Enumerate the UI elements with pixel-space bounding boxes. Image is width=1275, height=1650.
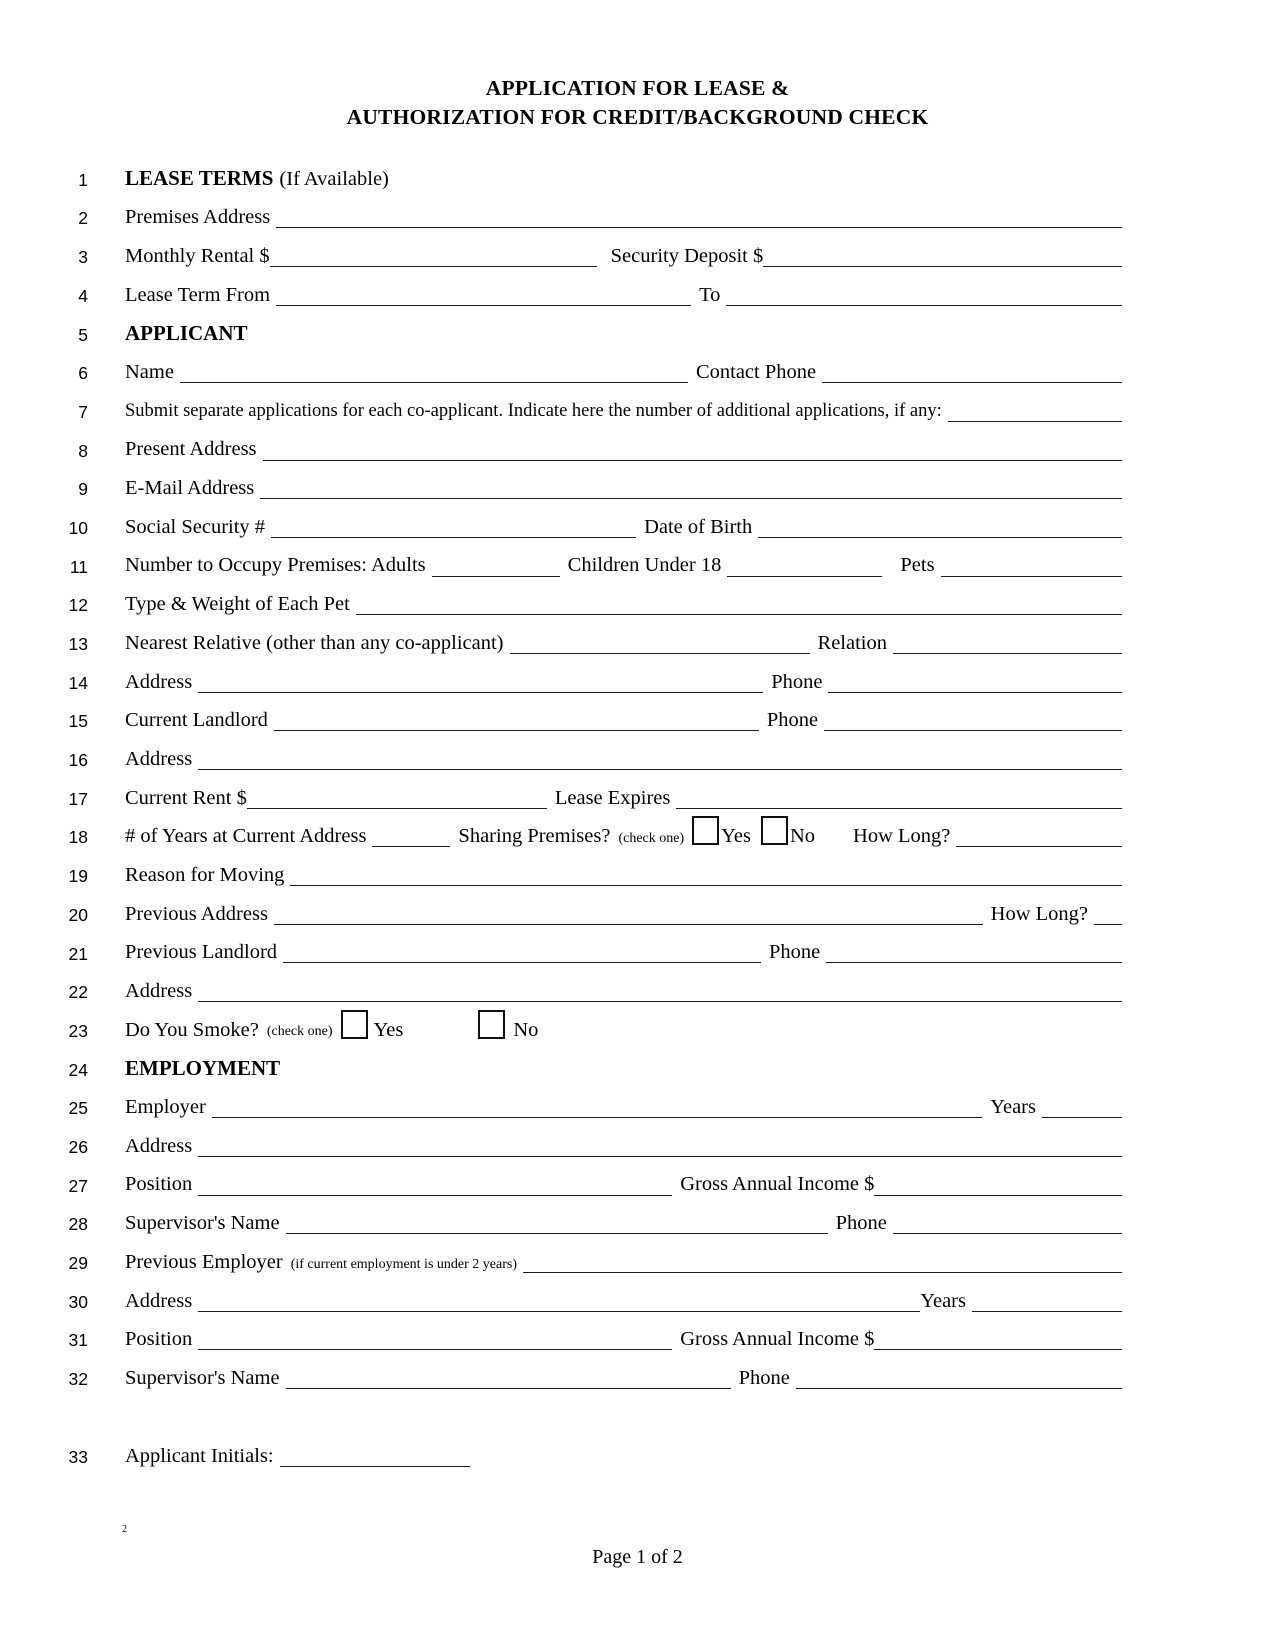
- field-label: Phone: [835, 1212, 887, 1235]
- employer-blank[interactable]: [212, 1093, 982, 1118]
- section-heading: LEASE TERMS: [125, 166, 274, 191]
- field-label: Monthly Rental $: [125, 244, 270, 267]
- line-content: [125, 322, 1122, 345]
- field-label: Years: [920, 1289, 966, 1312]
- field-label: (check one): [266, 1024, 333, 1040]
- line-number: 32: [68, 1369, 88, 1390]
- field-label: Number to Occupy Premises: Adults: [125, 554, 426, 577]
- nearest-relative-blank[interactable]: [510, 629, 810, 654]
- form-line-18: [0, 809, 1275, 848]
- field-label: Address: [125, 980, 193, 1002]
- smoke-yes-checkbox[interactable]: [341, 1010, 368, 1039]
- line-content: [125, 552, 1122, 577]
- line-number: 8: [78, 440, 88, 461]
- field-label: Phone: [771, 670, 823, 693]
- line-content: [125, 1325, 1122, 1350]
- line-number: 17: [68, 788, 88, 809]
- field-label: Contact Phone: [695, 361, 817, 383]
- line-number: 18: [68, 827, 88, 848]
- line-content: [125, 590, 1122, 615]
- field-label: How Long?: [853, 825, 951, 848]
- previous-how-long-blank[interactable]: [1094, 900, 1122, 925]
- field-label: Address: [125, 670, 193, 693]
- previous-address-blank[interactable]: [274, 900, 983, 925]
- field-label: Relation: [817, 631, 887, 654]
- previous-landlord-phone-blank[interactable]: [826, 938, 1122, 963]
- lease-expires-blank[interactable]: [676, 784, 1122, 809]
- previous-employer-years-blank[interactable]: [972, 1287, 1122, 1312]
- form-line-10: [0, 499, 1275, 538]
- field-label: Employer: [125, 1096, 206, 1119]
- form-line-20: [0, 886, 1275, 925]
- applicant-initials-blank[interactable]: [280, 1442, 470, 1467]
- form-line-2: [0, 190, 1275, 229]
- field-label: How Long?: [990, 902, 1088, 925]
- form-line-27: [0, 1157, 1275, 1196]
- section-heading: APPLICANT: [125, 320, 248, 345]
- current-landlord-phone-blank[interactable]: [824, 706, 1122, 731]
- form-line-14: [0, 654, 1275, 693]
- line-content: [125, 784, 1122, 809]
- field-label: No: [513, 1018, 539, 1041]
- line-content: [125, 1057, 1122, 1080]
- previous-employer-blank[interactable]: [523, 1248, 1122, 1273]
- previous-landlord-address-blank[interactable]: [198, 977, 1122, 1002]
- line-number: 29: [68, 1253, 88, 1274]
- occupants-adults-blank[interactable]: [432, 552, 560, 577]
- form-line-1: [0, 151, 1275, 190]
- field-label: Present Address: [125, 438, 257, 461]
- line-number: 15: [68, 711, 88, 732]
- reason-for-moving-blank[interactable]: [290, 861, 1122, 886]
- field-label: Phone: [769, 941, 821, 964]
- line-content: [125, 629, 1122, 654]
- sharing-premises-yes-checkbox[interactable]: [692, 816, 719, 845]
- line-content: [125, 900, 1122, 925]
- line-number: 28: [68, 1214, 88, 1235]
- contact-phone-blank[interactable]: [822, 358, 1122, 383]
- line-number: 33: [68, 1446, 88, 1467]
- document-title: [0, 74, 1275, 131]
- field-label: Position: [125, 1173, 193, 1196]
- form-line-32: [0, 1350, 1275, 1389]
- field-label: Years: [990, 1096, 1036, 1119]
- field-label: Date of Birth: [644, 515, 753, 538]
- position-blank[interactable]: [198, 1171, 672, 1196]
- field-label: Do You Smoke?: [125, 1018, 259, 1041]
- line-number: 22: [68, 982, 88, 1003]
- line-number: 27: [68, 1175, 88, 1196]
- form-line-24: [0, 1041, 1275, 1080]
- line-number: 21: [68, 943, 88, 964]
- form-line-4: [0, 267, 1275, 306]
- field-label: Supervisor's Name: [125, 1212, 280, 1235]
- form-line-5: [0, 306, 1275, 345]
- field-label: Lease Term From: [125, 283, 271, 306]
- previous-landlord-blank[interactable]: [283, 938, 761, 963]
- relative-address-blank[interactable]: [198, 668, 763, 693]
- email-address-blank[interactable]: [260, 474, 1122, 499]
- occupants-children-blank[interactable]: [727, 552, 882, 577]
- field-label: Premises Address: [125, 206, 271, 229]
- line-number: 11: [69, 556, 88, 577]
- current-landlord-address-blank[interactable]: [198, 745, 1122, 770]
- field-label: Gross Annual Income $: [680, 1173, 875, 1196]
- form-line-6: [0, 344, 1275, 383]
- line-number: 16: [68, 750, 88, 771]
- line-content: [125, 1287, 1122, 1312]
- field-label: Current Landlord: [125, 709, 268, 732]
- monthly-rental-blank[interactable]: [270, 242, 597, 267]
- line-content: [125, 436, 1122, 461]
- premises-address-blank[interactable]: [276, 203, 1122, 228]
- previous-position-blank[interactable]: [198, 1325, 672, 1350]
- field-label: Current Rent $: [125, 786, 247, 809]
- form-line-3: [0, 228, 1275, 267]
- line-content: [125, 816, 1122, 847]
- field-label: (if current employment is under 2 years): [290, 1256, 517, 1272]
- line-content: [125, 242, 1122, 267]
- line-number: 3: [78, 247, 88, 268]
- field-label: Submit separate applications for each co-applicant. Indicate here the number of additional applications, if any:: [125, 400, 942, 421]
- field-label: Pets: [900, 554, 935, 577]
- field-label: Previous Landlord: [125, 941, 278, 964]
- form-body: [0, 151, 1275, 1467]
- line-number: 12: [68, 595, 88, 616]
- field-label: Lease Expires: [554, 786, 671, 809]
- date-of-birth-blank[interactable]: [758, 513, 1122, 538]
- employer-address-blank[interactable]: [198, 1132, 1122, 1157]
- field-label: Previous Employer: [125, 1250, 283, 1273]
- line-number: 31: [68, 1330, 88, 1351]
- field-label: No: [789, 825, 816, 848]
- line-content: [125, 745, 1122, 770]
- line-number: 1: [78, 169, 88, 190]
- relative-phone-blank[interactable]: [828, 668, 1122, 693]
- field-label: Phone: [766, 709, 819, 732]
- previous-supervisor-name-blank[interactable]: [286, 1364, 731, 1389]
- form-line-33: [0, 1428, 1275, 1467]
- sharing-how-long-blank[interactable]: [956, 822, 1122, 847]
- field-label: Nearest Relative (other than any co-applicant): [125, 631, 504, 654]
- document-title-line1: APPLICATION FOR LEASE &: [485, 76, 790, 100]
- form-line-9: [0, 461, 1275, 500]
- line-number: 4: [78, 285, 88, 306]
- line-content: [125, 1442, 1122, 1467]
- form-line-30: [0, 1273, 1275, 1312]
- line-number: 7: [78, 401, 88, 422]
- form-line-7: [0, 383, 1275, 422]
- form-line-31: [0, 1312, 1275, 1351]
- current-rent-blank[interactable]: [247, 784, 547, 809]
- form-line-25: [0, 1080, 1275, 1119]
- form-line-28: [0, 1196, 1275, 1235]
- line-content: [125, 706, 1122, 731]
- page-number: Page 1 of 2: [592, 1546, 683, 1568]
- line-content: [125, 938, 1122, 963]
- line-content: [125, 668, 1122, 693]
- line-number: 26: [68, 1136, 88, 1157]
- line-number: 20: [68, 904, 88, 925]
- additional-applications-blank[interactable]: [948, 397, 1122, 422]
- line-content: [125, 474, 1122, 499]
- supervisor-phone-blank[interactable]: [893, 1209, 1122, 1234]
- field-label: (check one): [618, 830, 685, 846]
- form-line-21: [0, 925, 1275, 964]
- line-number: 9: [78, 479, 88, 500]
- security-deposit-blank[interactable]: [763, 242, 1122, 267]
- form-line-8: [0, 422, 1275, 461]
- previous-supervisor-phone-blank[interactable]: [796, 1364, 1122, 1389]
- line-content: [125, 513, 1122, 538]
- line-number: 30: [68, 1291, 88, 1312]
- line-number: 19: [68, 866, 88, 887]
- section-heading: EMPLOYMENT: [125, 1055, 281, 1080]
- previous-gross-annual-income-blank[interactable]: [874, 1325, 1122, 1350]
- line-number: 10: [68, 517, 88, 538]
- line-content: [125, 167, 1122, 190]
- form-line-12: [0, 577, 1275, 616]
- applicant-name-blank[interactable]: [180, 358, 688, 383]
- line-number: 13: [68, 634, 88, 655]
- employer-years-blank[interactable]: [1042, 1093, 1122, 1118]
- previous-employer-address-blank[interactable]: [198, 1287, 920, 1312]
- line-content: [125, 203, 1122, 228]
- line-number: 2: [78, 208, 88, 229]
- line-content: [125, 1093, 1122, 1118]
- field-label: Type & Weight of Each Pet: [125, 593, 350, 616]
- field-label: Name: [125, 361, 174, 383]
- form-line-22: [0, 963, 1275, 1002]
- form-line-17: [0, 770, 1275, 809]
- field-label: Supervisor's Name: [125, 1366, 280, 1389]
- line-number: 25: [68, 1098, 88, 1119]
- line-content: [125, 861, 1122, 886]
- relation-blank[interactable]: [893, 629, 1122, 654]
- field-label: Phone: [738, 1366, 790, 1389]
- field-label: Social Security #: [125, 515, 266, 538]
- field-label: Position: [125, 1328, 193, 1351]
- form-line-23: [0, 1002, 1275, 1041]
- field-label: Address: [125, 1289, 193, 1312]
- line-content: [125, 281, 1122, 306]
- occupants-pets-blank[interactable]: [941, 552, 1122, 577]
- field-label: Applicant Initials:: [125, 1444, 274, 1467]
- supervisor-name-blank[interactable]: [286, 1209, 828, 1234]
- present-address-blank[interactable]: [263, 436, 1122, 461]
- line-content: [125, 1171, 1122, 1196]
- field-label: Previous Address: [125, 902, 268, 925]
- line-content: [125, 1010, 1122, 1041]
- line-content: [125, 1132, 1122, 1157]
- line-number: 24: [68, 1059, 88, 1080]
- field-label: To: [699, 283, 721, 306]
- form-line-19: [0, 847, 1275, 886]
- lease-term-to-blank[interactable]: [726, 281, 1122, 306]
- smoke-no-checkbox[interactable]: [478, 1010, 505, 1039]
- line-number: 5: [78, 324, 88, 345]
- field-label: E-Mail Address: [125, 477, 255, 500]
- field-label: Sharing Premises?: [458, 825, 611, 848]
- form-line-29: [0, 1234, 1275, 1273]
- field-label: Address: [125, 1134, 193, 1157]
- form-line-26: [0, 1118, 1275, 1157]
- field-label: Children Under 18: [567, 554, 722, 577]
- line-content: [125, 1364, 1122, 1389]
- pet-type-weight-blank[interactable]: [356, 590, 1122, 615]
- lease-term-from-blank[interactable]: [276, 281, 691, 306]
- field-label: Gross Annual Income $: [680, 1328, 875, 1351]
- line-content: [125, 977, 1122, 1002]
- form-line-15: [0, 693, 1275, 732]
- field-label: # of Years at Current Address: [125, 825, 367, 848]
- field-label: (If Available): [279, 167, 389, 190]
- years-at-current-address-blank[interactable]: [372, 822, 450, 847]
- current-landlord-blank[interactable]: [274, 706, 759, 731]
- field-label: Yes: [721, 825, 751, 848]
- field-label: Reason for Moving: [125, 863, 285, 886]
- field-label: Security Deposit $: [610, 244, 764, 267]
- line-content: [125, 397, 1122, 422]
- line-number: 23: [68, 1020, 88, 1041]
- form-line-16: [0, 731, 1275, 770]
- sharing-premises-no-checkbox[interactable]: [761, 816, 788, 845]
- gross-annual-income-blank[interactable]: [874, 1171, 1122, 1196]
- field-label: Yes: [373, 1018, 404, 1041]
- line-number: 14: [68, 672, 88, 693]
- social-security-blank[interactable]: [271, 513, 636, 538]
- form-line-13: [0, 615, 1275, 654]
- form-line-11: [0, 538, 1275, 577]
- field-label: Address: [125, 747, 193, 770]
- line-number: 6: [78, 363, 88, 384]
- line-content: [125, 1248, 1122, 1273]
- line-content: [125, 358, 1122, 383]
- line-content: [125, 1209, 1122, 1234]
- document-title-line2: AUTHORIZATION FOR CREDIT/BACKGROUND CHECK: [346, 104, 929, 129]
- footnote-mark: 2: [122, 1524, 127, 1535]
